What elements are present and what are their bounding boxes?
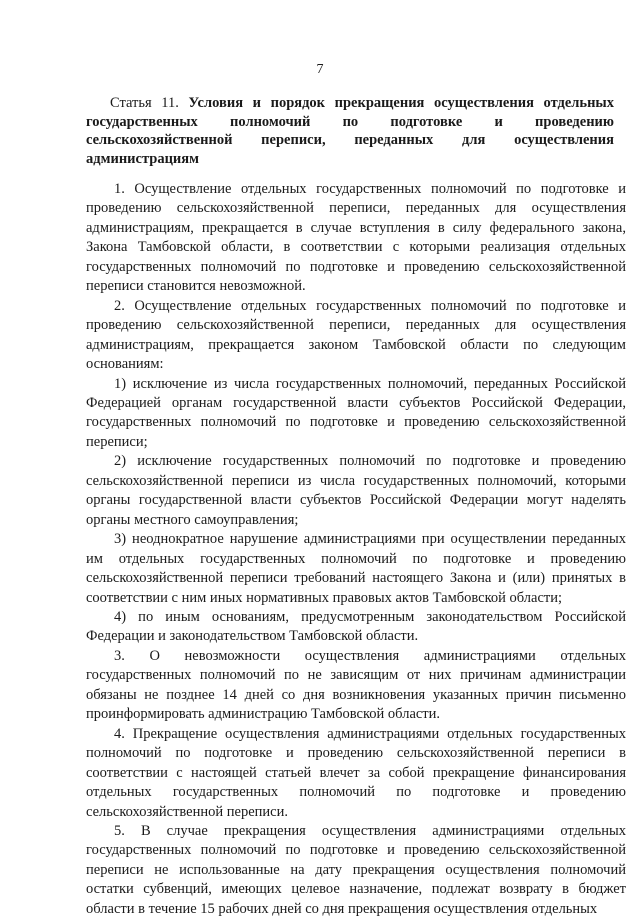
paragraph: 2. Осуществление отдельных государственных полномочий по подготовке и проведению сельскохозяйственной переписи, переданных для осуществления администрациям, прекращается законом Тамбовской области по следующим основаниям: bbox=[86, 297, 626, 373]
article-number: Статья 11. bbox=[110, 95, 179, 111]
list-item: 3) неоднократное нарушение администрациями при осуществлении переданных им отдельных государственных полномочий по подготовке и проведению сельскохозяйственной переписи требований настоящего Закона и (или) принятых в соответствии с ним иных нормативных правовых актов Тамбовской области; bbox=[86, 531, 626, 606]
paragraph: 1. Осуществление отдельных государственных полномочий по подготовке и проведению сельскохозяйственной переписи, переданных для осуществления администрациям, прекращается в случае вступления в силу федерального закона, Закона Тамбовской области, в соответствии с которыми реализация отдельных государственных полномочий по подготовке и проведению сельскохозяйственной переписи становится невозможной. bbox=[86, 181, 626, 295]
article-body bbox=[86, 180, 626, 919]
list-item: 1) исключение из числа государственных полномочий, переданных Российской Федерацией органам государственной власти субъектов Российской Федерации, государственных полномочий по подготовке и проведению сельскохозяйственной переписи; bbox=[86, 375, 626, 450]
article-heading bbox=[86, 94, 614, 168]
paragraph: 5. В случае прекращения осуществления администрациями отдельных государственных полномочий по подготовке и проведению сельскохозяйственной переписи не использованные на дату прекращения осуществления полномочий остатки субвенций, имеющих целевое назначение, подлежат возврату в бюджет области в течение 15 рабочих дней со дня прекращения осуществления отдельных bbox=[86, 822, 626, 917]
list-item: 2) исключение государственных полномочий по подготовке и проведению сельскохозяйственной переписи из числа государственных полномочий, которыми органы государственной власти субъектов Российской Федерации могут наделять органы местного самоуправления; bbox=[86, 453, 626, 528]
list-item: 4) по иным основаниям, предусмотренным законодательством Российской Федерации и законодательством Тамбовской области. bbox=[86, 608, 626, 645]
article-title: Условия и порядок прекращения осуществления отдельных государственных полномочий по подготовке и проведению сельскохозяйственной переписи, переданных для осуществления администрациям bbox=[86, 95, 614, 167]
paragraph: 4. Прекращение осуществления администрациями отдельных государственных полномочий по подготовке и проведению сельскохозяйственной переписи в соответствии с настоящей статьей влечет за собой прекращение финансирования отдельных государственных полномочий по подготовке и проведению сельскохозяйственной переписи. bbox=[86, 725, 626, 820]
page-number: 7 bbox=[316, 62, 324, 77]
paragraph: 3. О невозможности осуществления администрациями отдельных государственных полномочий по не зависящим от них причинам администрации обязаны не позднее 14 дней со дня возникновения указанных причин письменно проинформировать администрацию Тамбовской области. bbox=[86, 647, 626, 723]
